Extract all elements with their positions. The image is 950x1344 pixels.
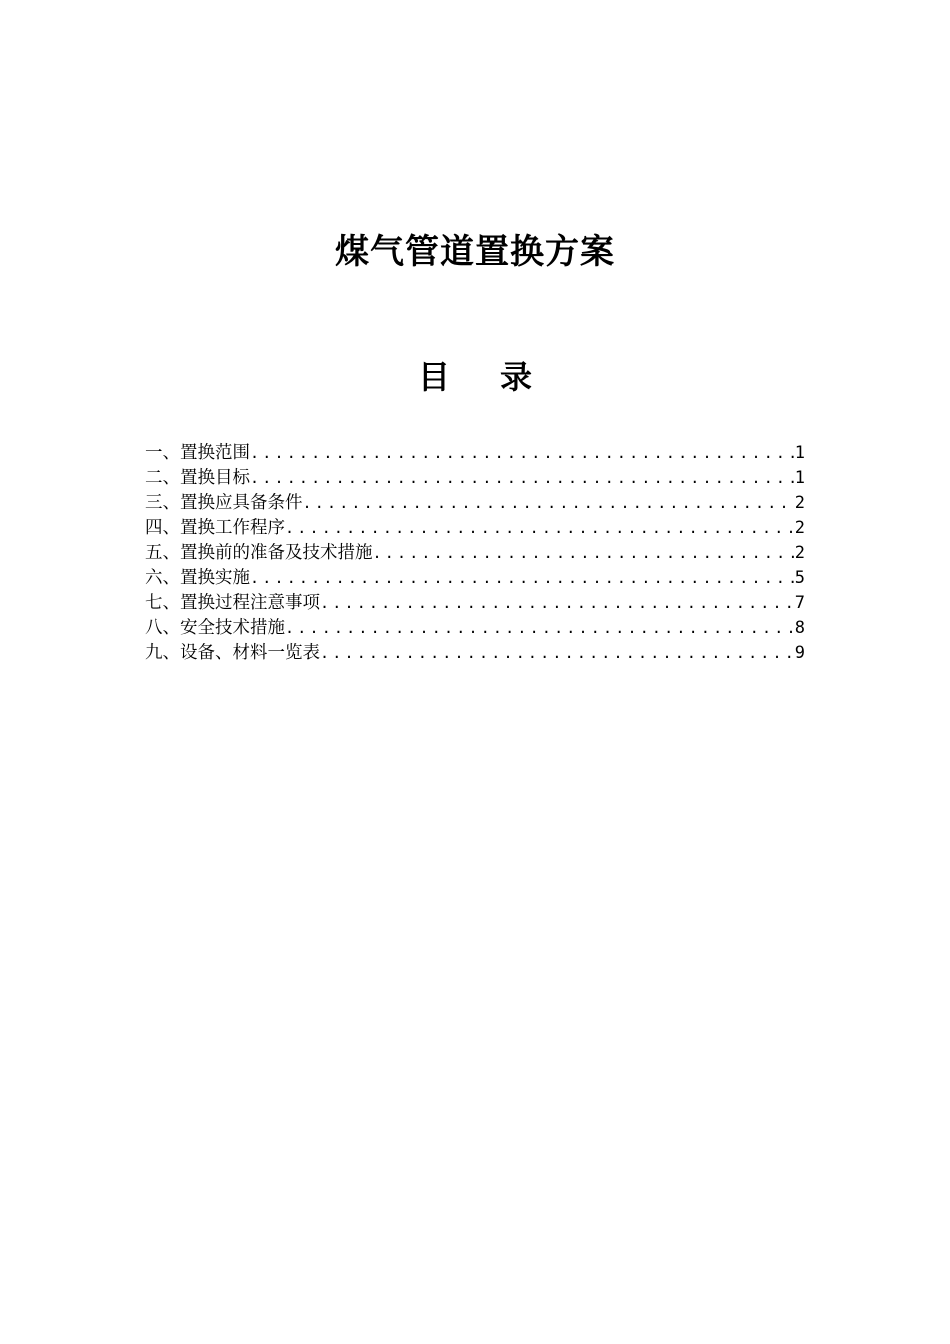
toc-entry-page: 5 — [794, 568, 805, 588]
toc-leader-dots — [250, 566, 795, 591]
toc-entry-page: 9 — [794, 643, 805, 663]
toc-entry[interactable] — [145, 641, 805, 666]
toc-leader-dots — [320, 641, 795, 666]
toc-leader-dots — [320, 591, 795, 616]
toc-entry-label: 九、设备、材料一览表 — [145, 643, 320, 663]
toc-entry[interactable] — [145, 566, 805, 591]
toc-heading-char-1: 目 — [417, 358, 450, 396]
toc-entry-label: 一、置换范围 — [145, 443, 250, 463]
toc-entry[interactable] — [145, 466, 805, 491]
toc-entry-page: 8 — [794, 618, 805, 638]
toc-entry-label: 三、置换应具备条件 — [145, 493, 303, 513]
toc-heading — [0, 352, 950, 398]
table-of-contents — [145, 441, 805, 666]
toc-heading-char-2: 录 — [500, 358, 533, 396]
toc-entry-label: 五、置换前的准备及技术措施 — [145, 543, 373, 563]
toc-leader-dots — [285, 516, 795, 541]
toc-entry[interactable] — [145, 616, 805, 641]
document-title: 煤气管道置换方案 — [335, 232, 615, 272]
toc-entry-label: 二、置换目标 — [145, 468, 250, 488]
toc-entry[interactable] — [145, 491, 805, 516]
toc-entry[interactable] — [145, 516, 805, 541]
toc-leader-dots — [250, 466, 795, 491]
toc-entry[interactable] — [145, 591, 805, 616]
toc-leader-dots — [303, 491, 795, 516]
toc-entry-label: 四、置换工作程序 — [145, 518, 285, 538]
toc-entry-page: 2 — [794, 493, 805, 513]
toc-entry-label: 八、安全技术措施 — [145, 618, 285, 638]
toc-leader-dots — [285, 616, 795, 641]
toc-entry-page: 2 — [794, 518, 805, 538]
toc-leader-dots — [373, 541, 795, 566]
toc-entry-label: 六、置换实施 — [145, 568, 250, 588]
toc-entry[interactable] — [145, 441, 805, 466]
toc-leader-dots — [250, 441, 795, 466]
toc-entry-page: 7 — [794, 593, 805, 613]
toc-entry-page: 2 — [794, 543, 805, 563]
toc-entry-page: 1 — [794, 468, 805, 488]
toc-entry-page: 1 — [794, 443, 805, 463]
toc-entry-label: 七、置换过程注意事项 — [145, 593, 320, 613]
toc-entry[interactable] — [145, 541, 805, 566]
